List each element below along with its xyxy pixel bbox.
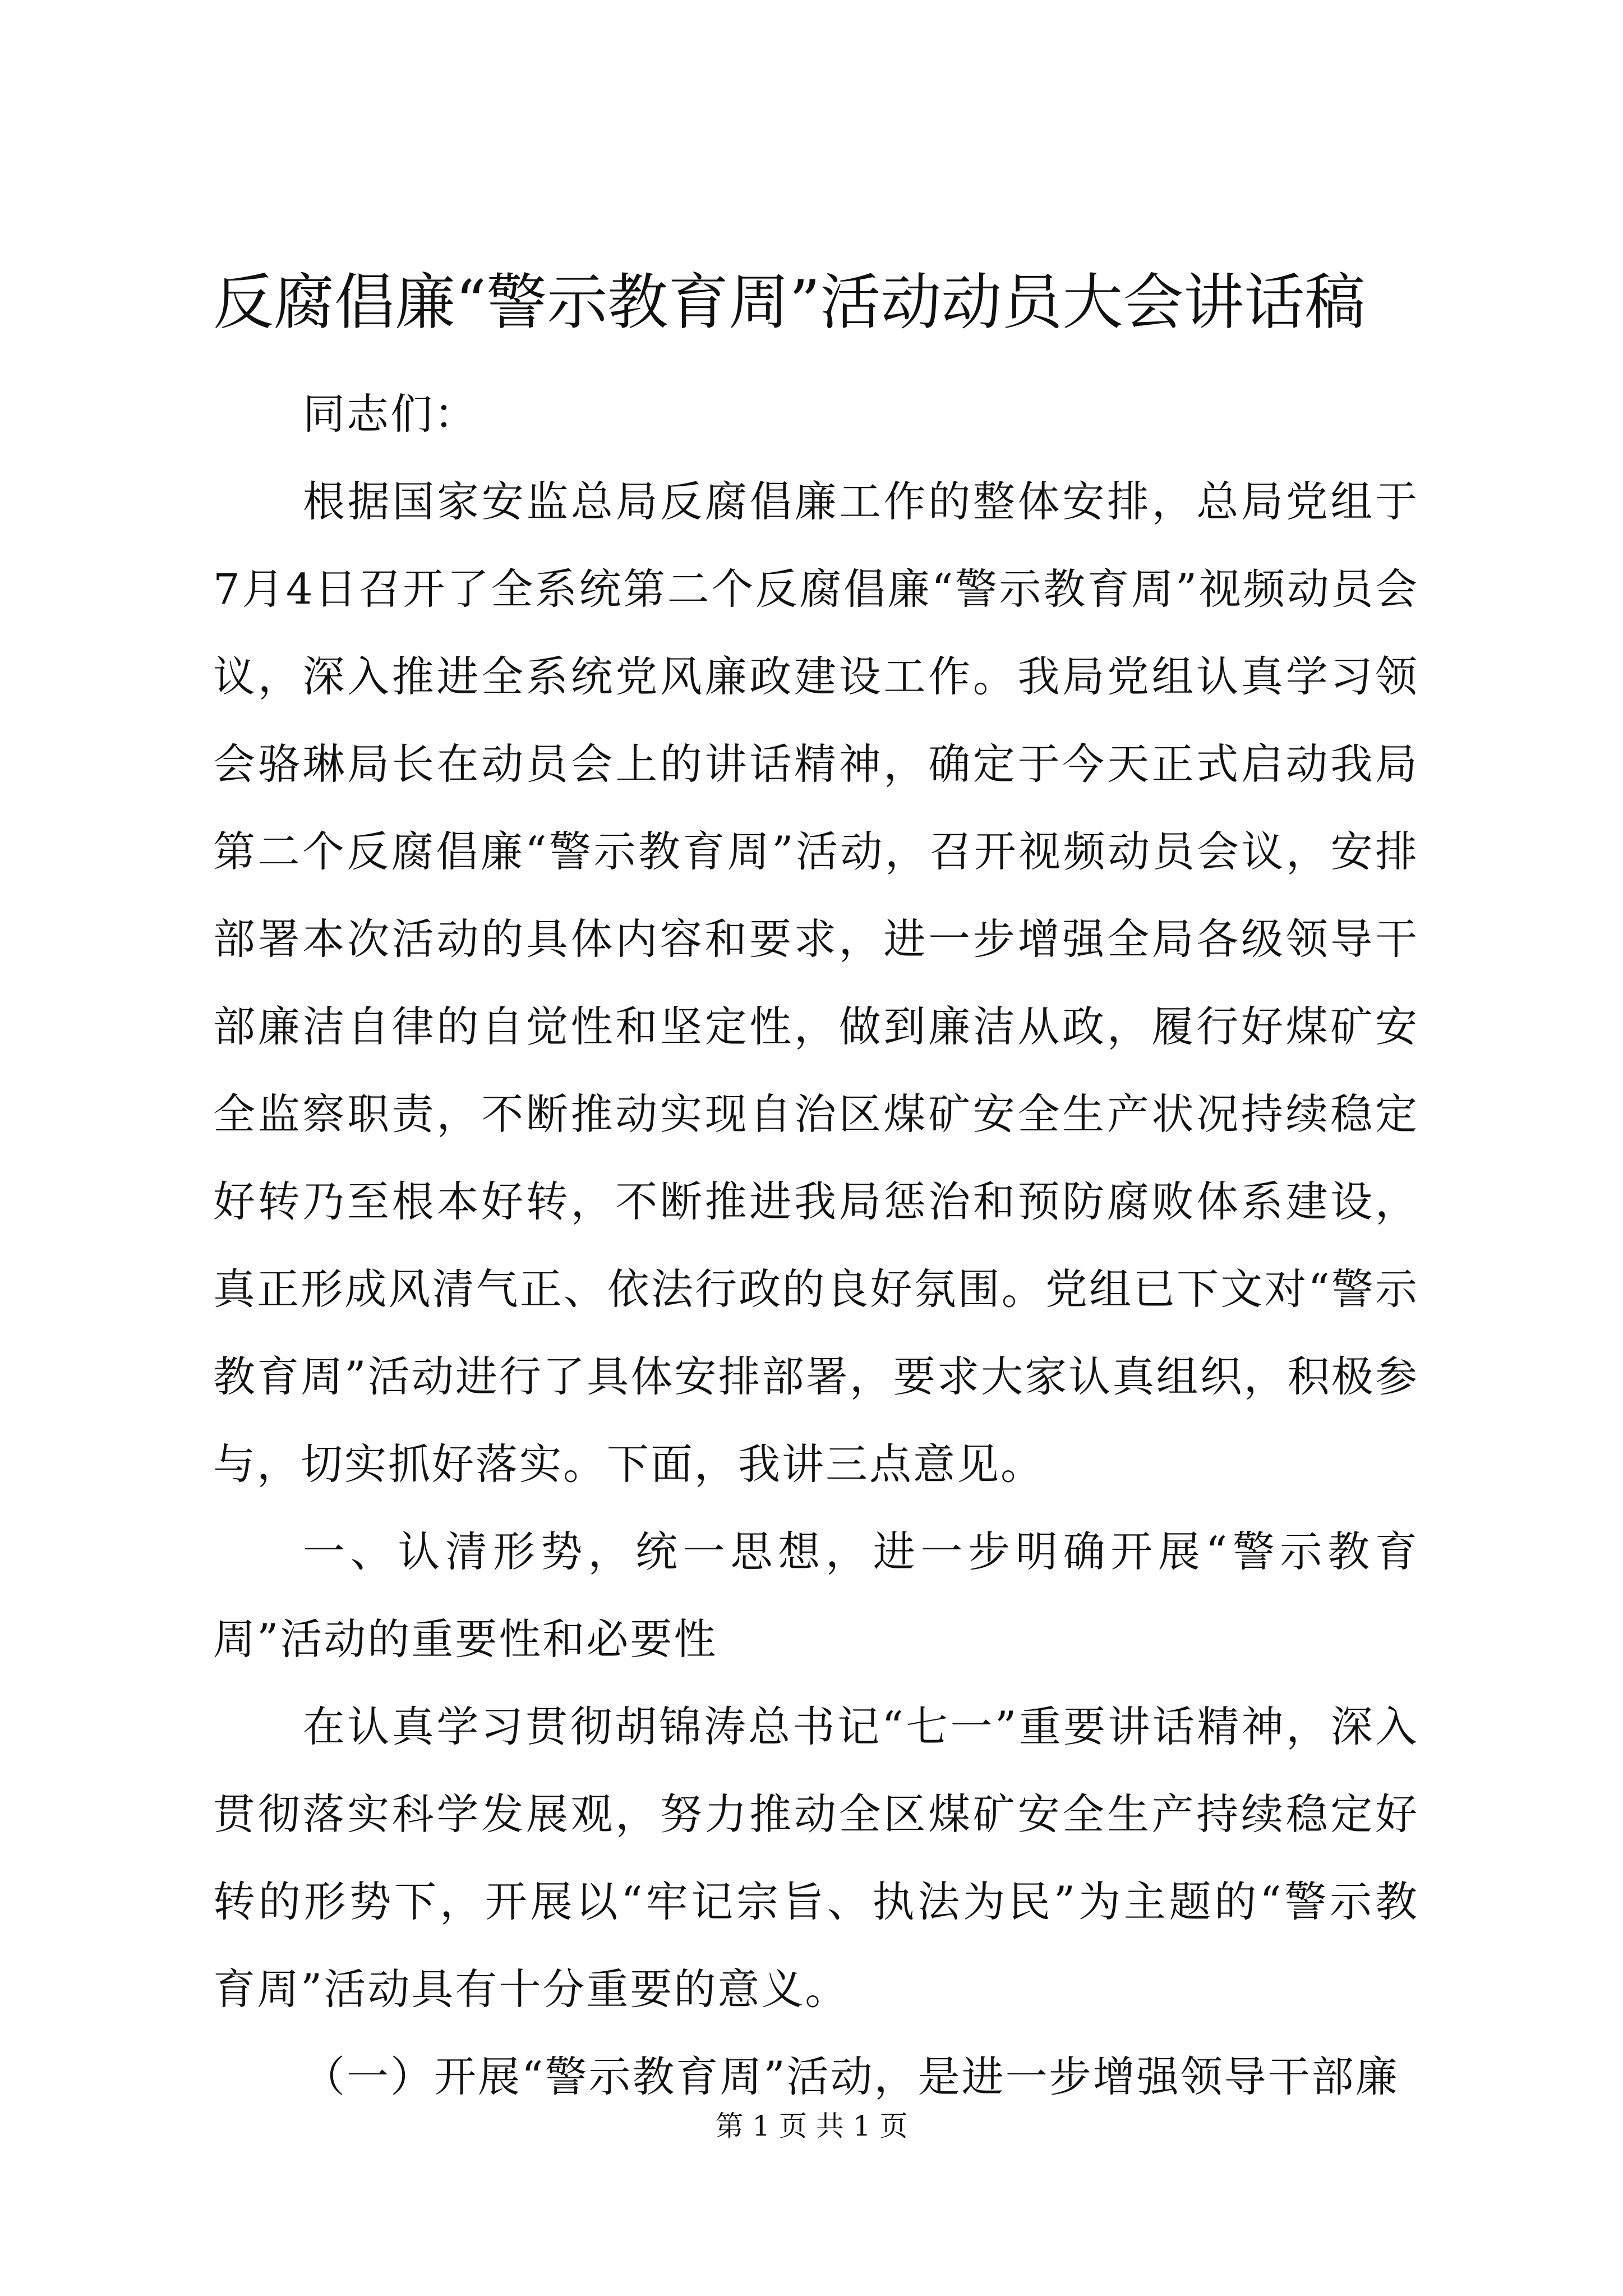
body-paragraph-2: 在认真学习贯彻胡锦涛总书记“七一”重要讲话精神，深入贯彻落实科学发展观，努力推动全区煤矿安全生产持续稳定好转的形势下，开展以“牢记宗旨、执法为民”为主题的“警示教育周”活动具有十分重要的意义。 [213,1702,1419,2014]
document-title: 反腐倡廉“警示教育周”活动动员大会讲话稿 [213,268,1366,338]
salutation-paragraph: 同志们： [303,389,478,439]
document-body [213,370,1419,2120]
section-heading-1: 一、认清形势，统一思想，进一步明确开展“警示教育周”活动的重要性和必要性 [213,1527,1419,1664]
subsection-heading-1: （一）开展“警示教育周”活动，是进一步增强领导干部廉 [303,2052,1399,2101]
page-footer: 第 1 页 共 1 页 [715,2110,908,2142]
body-paragraph-1: 根据国家安监总局反腐倡廉工作的整体安排，总局党组于7月4日召开了全系统第二个反腐倡廉“警示教育周”视频动员会议，深入推进全系统党风廉政建设工作。我局党组认真学习领会骆琳局长在动员会上的讲话精神，确定于今天正式启动我局第二个反腐倡廉“警示教育周”活动，召开视频动员会议，安排部署本次活动的具体内容和要求，进一步增强全局各级领导干部廉洁自律的自觉性和坚定性，做到廉洁从政，履行好煤矿安全监察职责，不断推动实现自治区煤矿安全生产状况持续稳定好转乃至根本好转，不断推进我局惩治和预防腐败体系建设，真正形成风清气正、依法行政的良好氛围。党组已下文对“警示教育周”活动进行了具体安排部署，要求大家认真组织，积极参与，切实抓好落实。下面，我讲三点意见。 [213,477,1419,1489]
